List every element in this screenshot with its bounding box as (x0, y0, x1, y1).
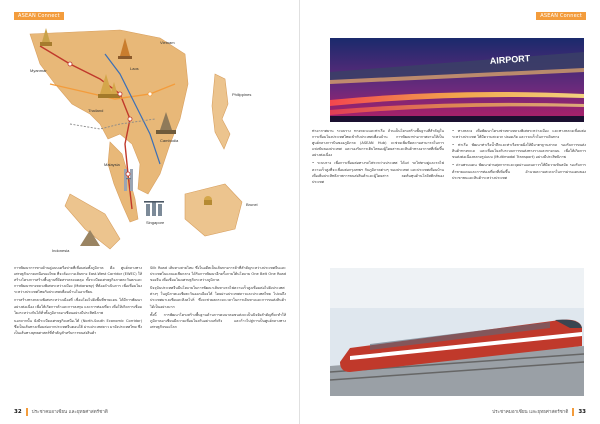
paragraph: Silk Road เส้นทางสายไหม ซึ่งในอดีตเป็นเส้นทางการค้าที่สำคัญระหว่างประเทศจีนและประเทศในแถบเอเชียกลาง ได้รับการพัฒนาอีกครั้งภายใต้นโยบาย One Belt One Road ของจีน เพื่อเชื่อมโยงเศรษฐกิจระหว่างภูมิภาค (150, 266, 286, 283)
right-column-1 (312, 128, 444, 187)
city-pin (126, 172, 130, 176)
paragraph: • ทางหลวง เพื่อพัฒนาโครงข่ายทางหลวงพิเศษระหว่างเมือง และทางหลวงเชื่อมต่อระหว่างประเทศ ให้มีความสะดวก ปลอดภัย และรวดเร็วในการเดินทาง (452, 129, 586, 140)
left-column-1 (14, 265, 142, 338)
label-laos: Laos (130, 66, 139, 71)
malay-peninsula-land (108, 142, 138, 222)
label-brunei: Brunei (246, 202, 258, 207)
philippines-land (212, 74, 230, 149)
footer-bar (26, 408, 28, 416)
paragraph: ปัจจุบันประเทศจีนมีนโยบายในการพัฒนาเส้นทางรถไฟความเร็วสูงเชื่อมต่อไปยังประเทศต่างๆ ในภูมิภาคเอเชียตะวันออกเฉียงใต้ โดยผ่านประเทศลาวและประเทศไทย ไปจนถึงประเทศมาเลเซียและสิงคโปร์ ซึ่งจะช่วยลดระยะเวลาในการเดินทางและการขนส่งสินค้าได้เป็นอย่างมาก (150, 286, 286, 309)
marina-bay-icon (144, 201, 164, 216)
train-photo (330, 268, 584, 396)
paragraph: ท่าอากาศยาน ระบบราง ทางหลวงและท่าเรือ ล้วนเป็นโครงสร้างพื้นฐานที่สำคัญในการเชื่อมโยงประเทศไทยเข้ากับประเทศเพื่อนบ้าน การพัฒนาท่าอากาศยานให้เป็นศูนย์กลางการบินของภูมิภาค (ASEAN Hub) จะช่วยเพิ่มขีดความสามารถในการแข่งขันของประเทศ และรองรับการเติบโตของผู้โดยสารและสินค้าทางอากาศที่เพิ่มขึ้นอย่างต่อเนื่อง (312, 129, 444, 158)
label-philippines: Philippines (232, 92, 252, 97)
right-column-2 (452, 128, 586, 183)
label-indonesia: Indonesia (52, 248, 70, 253)
label-malaysia: Malaysia (104, 162, 120, 167)
page-number: 33 (578, 409, 586, 415)
footer-title: ประชาคมอาเซียน และยุทธศาสตร์ชาติ (492, 409, 569, 415)
airport-sign: AIRPORT (489, 53, 531, 66)
footer-bar (572, 408, 574, 416)
footer-title: ประชาคมอาเซียน และยุทธศาสตร์ชาติ (31, 409, 108, 415)
asean-route-map (10, 24, 292, 256)
page-number: 32 (14, 409, 22, 415)
airport-photo (330, 38, 584, 122)
left-column-2 (150, 265, 286, 332)
paragraph: การพัฒนาการทางด้านคู่แบบเครือข่ายที่เชื่อมต่อทั้งภูมิภาค คือ ศูนย์กลางทางเศรษฐกิจภาคเหนือของไทย ที่จะต้องวางเส้นทาง East-West Corridor (EWEC) ให้สร้างโครงการสร้างพื้นฐานที่จัดสรรครอบคลุม ทั้งระเบียงเศรษฐกิจภาคตะวันตกและการพัฒนาทางหลวงพิเศษระหว่างเมือง (Motorway) ที่ต้องดำเนินการ เพื่อเชื่อมโยงระหว่างประเทศไทยกับประเทศเพื่อนบ้านในอาเซียน (14, 266, 142, 295)
borneo-land (185, 184, 242, 236)
paragraph: • ด่านพรมแดน พัฒนาด่านศุลกากรและจุดผ่านแดนถาวรให้มีความทันสมัย รองรับการค้าชายแดนและการท่องเที่ยวที่เพิ่มขึ้น อำนวยความสะดวกในการผ่านแดนของประชาชนและสินค้าระหว่างประเทศ (452, 163, 586, 180)
label-singapore: Singapore (146, 220, 165, 225)
mosque-icon (204, 196, 212, 205)
paragraph: • ระบบราง เพื่อการเชื่อมต่อทางรถไฟระหว่างประเทศ ได้แก่ รถไฟทางคู่และรถไฟความเร็วสูงที่จะเชื่อมต่อกรุงเทพฯ กับภูมิภาคต่างๆ ของประเทศ และประเทศเพื่อนบ้าน เพื่อเพิ่มประสิทธิภาพการขนส่งสินค้าและผู้โดยสาร ลดต้นทุนด้านโลจิสติกส์ของประเทศ (312, 161, 444, 184)
section-tab: ASEAN Connect (536, 12, 586, 20)
paragraph: นอกจากนั้น ยังมีระเบียงเศรษฐกิจเหนือ-ใต้ (North-South Economic Corridor) ซึ่งเป็นเส้นทางเชื่อมต่อจากประเทศจีนตอนใต้ ผ่านประเทศลาว มายังประเทศไทย ซึ่งเป็นเส้นทางยุทธศาสตร์ที่สำคัญสำหรับการขนส่งสินค้า (14, 318, 142, 335)
paragraph: • ท่าเรือ พัฒนาท่าเรือน้ำลึกและท่าเรือชายฝั่งให้มีมาตรฐานสากล รองรับการขนส่งสินค้าทางทะเล และเชื่อมโยงกับระบบการขนส่งทางรางและทางถนน เพื่อให้เกิดการขนส่งต่อเนื่องหลายรูปแบบ (Multimodal Transport) อย่างมีประสิทธิภาพ (452, 143, 586, 160)
label-myanmar: Myanmar (30, 68, 47, 73)
label-thailand: Thailand (88, 108, 104, 113)
label-cambodia: Cambodia (160, 138, 179, 143)
city-pin (118, 92, 122, 96)
city-pin (148, 92, 152, 96)
paragraph: ทั้งนี้ การพัฒนาโครงสร้างพื้นฐานด้านการคมนาคมขนส่งจะเป็นปัจจัยสำคัญที่จะทำให้ภูมิภาคอาเซียนมีความเชื่อมโยงกันอย่างแท้จริง และก้าวไปสู่การเป็นศูนย์กลางทางเศรษฐกิจของโลก (150, 312, 286, 329)
label-vietnam: Vietnam (160, 40, 175, 45)
city-pin (68, 62, 72, 66)
left-footer (14, 408, 108, 416)
section-tab: ASEAN Connect (14, 12, 64, 20)
right-footer (492, 408, 586, 416)
paragraph: การสร้างทางหลวงพิเศษระหว่างเมืองที่ เชื่อมโยงไปยังพื้นที่ชายแดน ได้มีการพัฒนาอย่างต่อเนื่อง เพื่อให้เกิดการค้าและการลงทุน และการท่องเที่ยว เพื่อให้เกิดการเชื่อมโยงระหว่างกันได้ทั่วทั้งภูมิภาคอาเซียนอย่างมีประสิทธิภาพ (14, 298, 142, 315)
city-pin (128, 117, 132, 121)
